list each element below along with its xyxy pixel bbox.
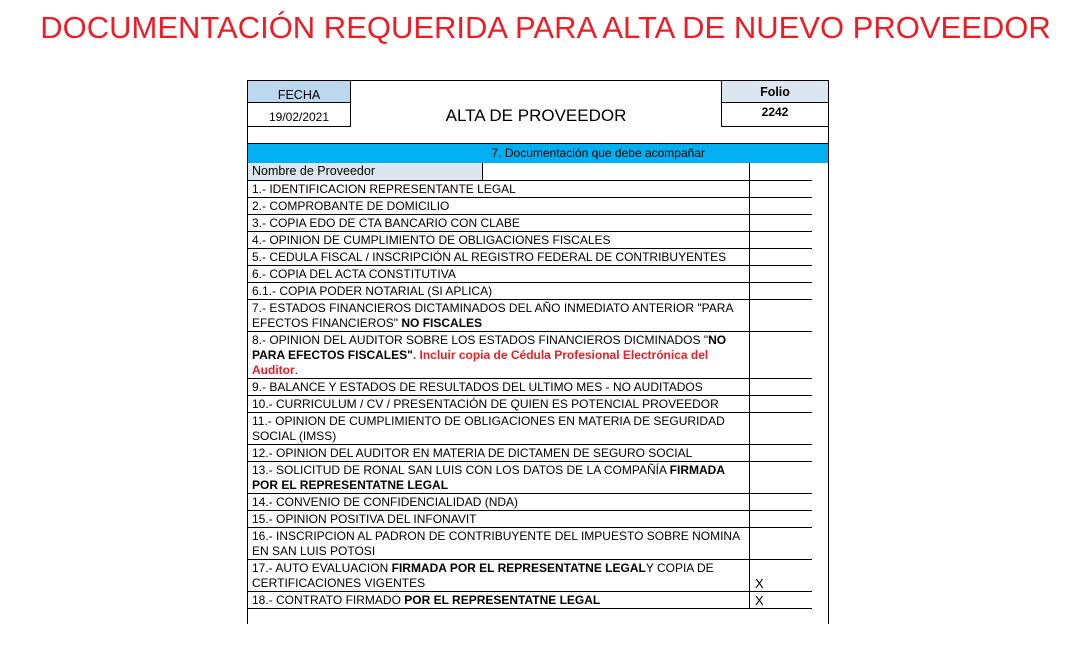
requirement-text xyxy=(248,396,750,412)
requirement-row xyxy=(248,396,812,413)
requirement-row xyxy=(248,528,812,560)
requirement-checkbox[interactable] xyxy=(750,232,812,248)
requirement-checkbox[interactable] xyxy=(750,249,812,265)
requirement-row xyxy=(248,215,812,232)
section-header: 7. Documentación que debe acompañar xyxy=(248,144,828,163)
folio-value[interactable]: 2242 xyxy=(721,103,828,127)
requirement-row xyxy=(248,249,812,266)
requirement-row xyxy=(248,413,812,445)
requirement-text-part: 13.- SOLICITUD DE RONAL SAN LUIS CON LOS DATOS DE LA COMPAÑÍA xyxy=(252,463,670,477)
requirement-text-part: 3.- COPIA EDO DE CTA BANCARIO CON CLABE xyxy=(252,216,520,230)
requirement-text-part: . xyxy=(294,363,298,377)
requirement-row xyxy=(248,332,812,379)
requirement-text xyxy=(248,462,750,493)
requirement-text xyxy=(248,494,750,510)
requirement-text-part: 7.- ESTADOS FINANCIEROS DICTAMINADOS DEL AÑO INMEDIATO ANTERIOR "PARA EFECTOS FINANCIEROS" xyxy=(252,301,733,330)
requirement-checkbox[interactable] xyxy=(750,494,812,510)
requirement-text xyxy=(248,528,750,559)
requirement-text-part: 18.- CONTRATO FIRMADO xyxy=(252,593,405,607)
requirement-text xyxy=(248,300,750,331)
requirement-checkbox[interactable]: X xyxy=(755,576,764,591)
requirement-checkbox[interactable] xyxy=(750,528,812,559)
requirement-checkbox[interactable] xyxy=(750,462,812,493)
requirement-row xyxy=(248,198,812,215)
requirement-checkbox[interactable] xyxy=(750,266,812,282)
requirement-text xyxy=(248,283,750,299)
requirement-checkbox[interactable] xyxy=(750,198,812,214)
spacer-row xyxy=(248,127,828,144)
requirement-text-part: 12.- OPINION DEL AUDITOR EN MATERIA DE DICTAMEN DE SEGURO SOCIAL xyxy=(252,446,693,460)
requirement-row xyxy=(248,494,812,511)
requirement-text-part: 2.- COMPROBANTE DE DOMICILIO xyxy=(252,199,450,213)
requirement-text xyxy=(248,249,750,265)
requirement-text-part: 11.- OPINION DE CUMPLIMIENTO DE OBLIGACIONES EN MATERIA DE SEGURIDAD SOCIAL (IMSS) xyxy=(252,414,725,443)
fecha-value[interactable]: 19/02/2021 xyxy=(248,103,351,127)
requirement-text xyxy=(248,266,750,282)
requirement-text-part: 4.- OPINION DE CUMPLIMIENTO DE OBLIGACIONES FISCALES xyxy=(252,233,611,247)
requirement-text xyxy=(248,232,750,248)
requirement-row xyxy=(248,462,812,494)
requirement-row xyxy=(248,592,812,609)
requirement-text-part: FIRMADA POR EL REPRESENTATNE LEGAL xyxy=(252,463,725,492)
folio-label: Folio xyxy=(721,80,828,103)
requirement-text-part: 14.- CONVENIO DE CONFIDENCIALIDAD (NDA) xyxy=(252,495,519,509)
requirement-checkbox[interactable] xyxy=(750,413,812,444)
requirement-text xyxy=(248,511,750,527)
requirement-text-part: 10.- CURRICULUM / CV / PRESENTACIÓN DE QUIEN ES POTENCIAL PROVEEDOR xyxy=(252,397,719,411)
requirement-text-part: NO FISCALES xyxy=(401,316,483,330)
requirement-text xyxy=(248,332,750,378)
requirement-checkbox[interactable] xyxy=(750,396,812,412)
requirement-text-part: 17.- AUTO EVALUACION xyxy=(252,561,392,575)
requirement-checkbox[interactable] xyxy=(750,445,812,461)
requirement-checkbox[interactable]: X xyxy=(755,593,764,608)
requirement-row xyxy=(248,300,812,332)
requirement-text-part: 6.- COPIA DEL ACTA CONSTITUTIVA xyxy=(252,267,456,281)
form-title: ALTA DE PROVEEDOR xyxy=(351,80,721,127)
requirement-checkbox[interactable] xyxy=(750,181,812,197)
requirement-row xyxy=(248,511,812,528)
provider-name-field[interactable] xyxy=(483,163,750,180)
requirement-text-part: . Incluir copia de Cédula Profesional Electrónica del Auditor xyxy=(252,348,709,377)
requirement-text xyxy=(248,413,750,444)
requirement-checkbox[interactable] xyxy=(750,379,812,395)
requirement-row xyxy=(248,445,812,462)
requirement-row xyxy=(248,266,812,283)
requirement-text xyxy=(248,379,750,395)
requirement-text-part: 6.1.- COPIA PODER NOTARIAL (SI APLICA) xyxy=(252,284,493,298)
requirement-text-part: Y COPIA DE CERTIFICACIONES VIGENTES xyxy=(252,561,714,590)
page-title: DOCUMENTACIÓN REQUERIDA PARA ALTA DE NUEVO PROVEEDOR xyxy=(40,10,1051,45)
requirement-text-part: 16.- INSCRIPCION AL PADRON DE CONTRIBUYENTE DEL IMPUESTO SOBRE NOMINA EN SAN LUIS POTOSI xyxy=(252,529,740,558)
requirement-row xyxy=(248,232,812,249)
requirement-text-part: 9.- BALANCE Y ESTADOS DE RESULTADOS DEL ULTIMO MES - NO AUDITADOS xyxy=(252,380,703,394)
requirement-text-part: 5.- CEDULA FISCAL / INSCRIPCIÓN AL REGISTRO FEDERAL DE CONTRIBUYENTES xyxy=(252,250,727,264)
fecha-label: FECHA xyxy=(248,80,351,103)
requirement-row xyxy=(248,560,812,592)
requirement-text-part: POR EL REPRESENTATNE LEGAL xyxy=(404,593,601,607)
requirement-text-part: NO PARA EFECTOS FISCALES" xyxy=(252,333,727,362)
requirement-checkbox[interactable] xyxy=(750,332,812,378)
requirement-checkbox[interactable] xyxy=(750,215,812,231)
requirement-text-part: 1.- IDENTIFICACION REPRESENTANTE LEGAL xyxy=(252,182,516,196)
provider-name-label: Nombre de Proveedor xyxy=(248,163,483,180)
requirement-text xyxy=(248,592,750,608)
requirement-checkbox[interactable] xyxy=(750,300,812,331)
requirement-text xyxy=(248,215,750,231)
requirement-checkbox[interactable] xyxy=(750,511,812,527)
requirement-text xyxy=(248,445,750,461)
requirement-row xyxy=(248,181,812,198)
requirement-text xyxy=(248,198,750,214)
requirement-text-part: 8.- OPINION DEL AUDITOR SOBRE LOS ESTADOS FINANCIEROS DICMINADOS " xyxy=(252,333,709,347)
requirement-checkbox[interactable] xyxy=(750,283,812,299)
requirement-text-part: FIRMADA POR EL REPRESENTATNE LEGAL xyxy=(391,561,646,575)
requirement-text-part: 15.- OPINION POSITIVA DEL INFONAVIT xyxy=(252,512,477,526)
requirement-text xyxy=(248,181,750,197)
requirement-row xyxy=(248,379,812,396)
requirements-list xyxy=(248,181,812,609)
provider-form-sheet xyxy=(247,80,829,624)
requirement-text xyxy=(248,560,750,591)
requirement-row xyxy=(248,283,812,300)
